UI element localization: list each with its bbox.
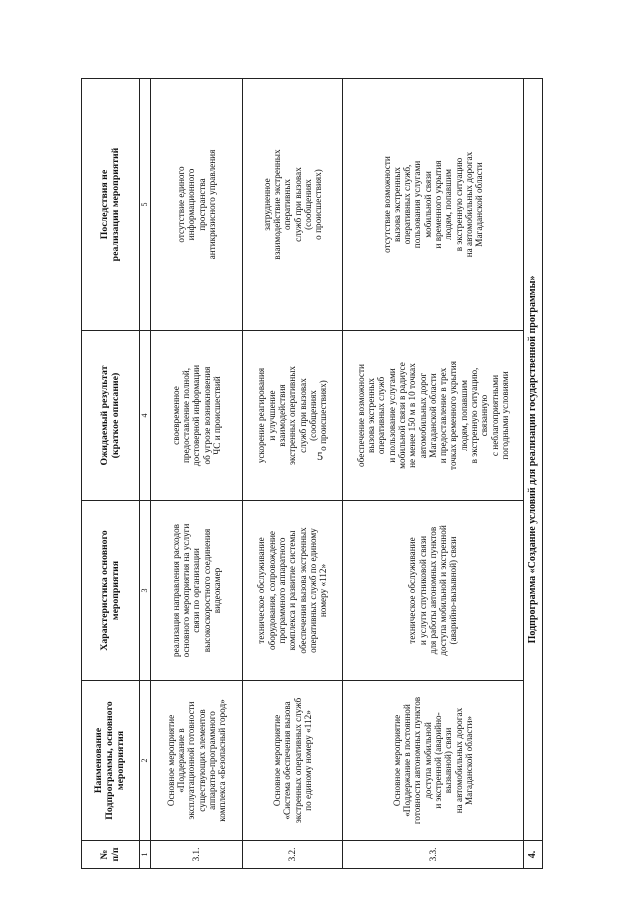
column-number-row bbox=[140, 79, 151, 869]
column-number: 3 bbox=[140, 501, 151, 681]
subprogram-title: Подпрограмма «Создание условий для реализации государственной программы» bbox=[524, 79, 543, 841]
page-number: 5 bbox=[317, 449, 323, 463]
header-characteristic: Характеристика основного мероприятия bbox=[82, 501, 140, 681]
activity-consequence: затрудненное взаимодействие экстренных оперативных служб при вызовах (сообщениях о происшествиях) bbox=[243, 79, 343, 331]
column-number: 4 bbox=[140, 331, 151, 501]
column-number: 2 bbox=[140, 681, 151, 841]
activity-result: своевременное предоставление полной, достоверной информации об угрозе возникновения ЧС и происшествий bbox=[151, 331, 243, 501]
activity-consequence: отсутствие возможности вызова экстренных оперативных служб, пользования услугами мобильной связи и временного укрытия людям, попавшим в экстренную ситуацию на автомобильных дорогах Магаданской области bbox=[343, 79, 524, 331]
table-row bbox=[243, 79, 343, 869]
activity-characteristic: техническое обслуживание и услуги спутниковой связи для работы автономных пунктов доступа мобильной и экстренной (аварийно-вызывной) связи bbox=[343, 501, 524, 681]
activity-characteristic: техническое обслуживание оборудования, сопровождение программного аппаратного комплекса и развитие системы обеспечения вызова экстренных оперативных служб по единому номеру «112» bbox=[243, 501, 343, 681]
header-name: Наименование Подпрограммы, основного мероприятия bbox=[82, 681, 140, 841]
header-result: Ожидаемый результат (краткое описание) bbox=[82, 331, 140, 501]
activity-result: ускорение реагирования и улучшение взаимодействия экстренных оперативных служб при вызовах (сообщениях о происшествиях) bbox=[243, 331, 343, 501]
column-number: 1 bbox=[140, 841, 151, 869]
activity-characteristic: реализация направления расходов основного мероприятия на услуги связи по организации высокоскоростного соединения видеокамер bbox=[151, 501, 243, 681]
header-number: № п/п bbox=[82, 841, 140, 869]
table-row bbox=[343, 79, 524, 869]
row-number: 3.1. bbox=[151, 841, 243, 869]
row-number: 3.2. bbox=[243, 841, 343, 869]
activity-consequence: отсутствие единого информационного пространства антикризисного управления bbox=[151, 79, 243, 331]
activity-name: Основное мероприятие «Поддержание в эксплуатационной готовности существующих элементов аппаратно-программного комплекса «Безопасный город» bbox=[151, 681, 243, 841]
activity-name: Основное мероприятие «Система обеспечения вызова экстренных оперативных служб по единому номеру «112» bbox=[243, 681, 343, 841]
program-activities-table bbox=[81, 78, 543, 869]
row-number: 3.3. bbox=[343, 841, 524, 869]
table-row bbox=[151, 79, 243, 869]
subprogram-number: 4. bbox=[524, 841, 543, 869]
column-number: 5 bbox=[140, 79, 151, 331]
activity-result: обеспечение возможности вызова экстренных оперативных служб и пользование услугами мобильной связи в радиусе не менее 150 м в 10 точках автомобильных дорог Магаданской области и предоставление в трех точках временного укрытия людям, попавшим в экстренную ситуацию, связанную с неблагоприятными погодными условиями bbox=[343, 331, 524, 501]
rotated-table-container bbox=[81, 79, 543, 869]
header-consequence: Последствия не реализации мероприятий bbox=[82, 79, 140, 331]
table-header-row bbox=[82, 79, 140, 869]
activity-name: Основное мероприятие «Поддержание в постоянной готовности автономных пунктов доступа мобильной и экстренной (аварийно- вызывной) связи на автомобильных дорогах Магаданской области» bbox=[343, 681, 524, 841]
subprogram-row bbox=[524, 79, 543, 869]
